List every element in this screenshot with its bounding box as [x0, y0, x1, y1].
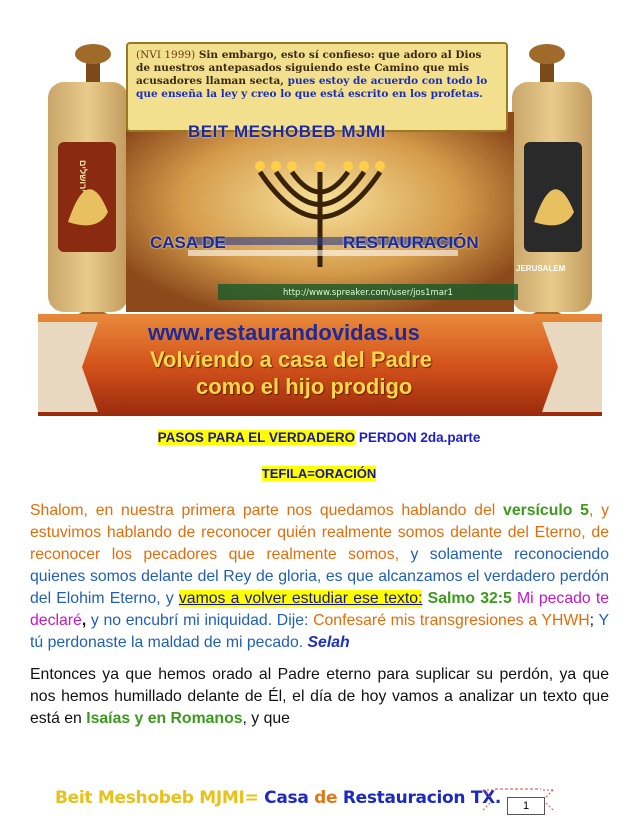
- p2-text-a: Entonces ya que hemos orado al Padre eterno para suplicar su perdón, ya que nos hemos humillado delante de Él, el día de hoy vamos a analizar un texto que está en: [30, 666, 609, 727]
- p1-quote-d: Confesaré mis transgresiones a YHWH: [308, 612, 590, 629]
- subtitle-text: TEFILA=ORACIÓN: [261, 466, 377, 481]
- banner-title: BEIT MESHOBEB MJMI: [188, 122, 386, 141]
- website-text: www.restaurandovidas.us: [148, 320, 420, 345]
- verse-highlight: pues estoy de acuerdo con todo lo que enseña la ley y creo lo que está escrito en los profetas.: [136, 75, 488, 100]
- tagline-line-1: Volviendo a casa del Padre: [150, 347, 433, 372]
- p1-text-a: Shalom, en nuestra primera parte nos quedamos hablando del: [30, 502, 496, 519]
- p1-text-b: , y estuvimos hablando de reconocer quién realmente somos delante del Eterno, de reconocer los pecadores que realmente somos,: [30, 502, 610, 563]
- title-tail: PERDON 2da.parte: [358, 430, 481, 445]
- title-highlighted: PASOS PARA EL VERDADERO: [157, 430, 356, 445]
- p1-quote-c: Dije:: [272, 612, 309, 629]
- hebrew-inscription: ירושלים: [78, 160, 88, 193]
- banner-casa-de: CASA DE: [150, 233, 226, 252]
- footer-part-4: Restauracion TX.: [342, 788, 502, 808]
- p1-quote-a: Mi pecado te declaré: [30, 590, 610, 629]
- p1-highlight: vamos a volver estudiar ese texto:: [178, 590, 423, 607]
- jerusalem-label: JERUSALEM: [516, 264, 566, 273]
- p1-psalm-ref: Salmo 32:5: [427, 590, 512, 607]
- p1-quote-b: y no encubrí mi iniquidad.: [86, 612, 273, 629]
- banner-restauracion: RESTAURACIÓN: [343, 233, 479, 252]
- footer-part-2: Casa: [258, 788, 315, 808]
- tagline-line-2: como el hijo prodigo: [196, 374, 413, 399]
- verse-reference: (NVI 1999): [136, 49, 196, 61]
- p1-text-c: y solamente reconociendo quienes somos delante del Rey de gloria, es que alcanzamos el verdadero perdón del Elohim Eterno,: [30, 546, 609, 607]
- paragraph-2: [30, 664, 609, 730]
- p1-text-d: y: [160, 590, 174, 607]
- verse-box: [126, 42, 508, 132]
- paragraph-1: [30, 500, 609, 654]
- footer-part-3: de: [314, 788, 343, 808]
- p1-quote-e: Y tú perdonaste la maldad de mi pecado.: [30, 612, 610, 651]
- p1-verse-ref: versículo 5: [503, 502, 589, 519]
- p1-selah: Selah: [307, 634, 350, 651]
- verse-text: Sin embargo, esto sí confieso: que adoro al Dios de nuestros antepasados siguiendo este Camino que mis acusadores llaman secta,: [136, 49, 482, 87]
- document-subtitle: [0, 466, 638, 481]
- page-number: 1: [507, 797, 545, 815]
- header-banner: [38, 22, 602, 416]
- p1-comma: ,: [81, 612, 87, 629]
- banner-spreaker-url: http://www.spreaker.com/user/jos1mar1: [283, 288, 453, 298]
- p2-book-ref: Isaías y en Romanos: [86, 710, 243, 727]
- p1-semicolon: ;: [589, 612, 595, 629]
- footer-part-1: Beit Meshobeb MJMI=: [55, 788, 259, 808]
- footer-brand: [55, 788, 501, 808]
- p2-text-b: , y que: [242, 710, 290, 727]
- document-title: [0, 430, 638, 445]
